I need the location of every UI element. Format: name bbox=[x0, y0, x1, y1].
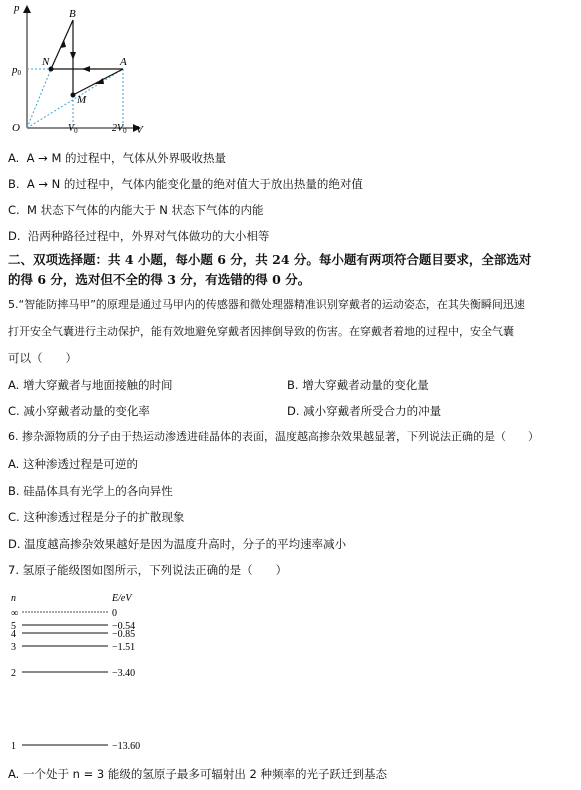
level-n-label: 5 bbox=[11, 621, 16, 632]
n-axis-label: n bbox=[11, 593, 16, 604]
pv-diagram bbox=[0, 0, 150, 140]
q7-stem: 7. 氢原子能级图如图所示，下列说法正确的是（ ） bbox=[8, 563, 288, 577]
level-energy-label: 0 bbox=[112, 608, 117, 619]
option-letter: A. bbox=[8, 151, 20, 165]
level-n-label: ∞ bbox=[11, 608, 19, 619]
level-n-label: 1 bbox=[11, 741, 16, 752]
arrow-a-n bbox=[82, 66, 90, 72]
q4-option-d bbox=[8, 229, 269, 243]
level-n-label: 2 bbox=[11, 668, 16, 679]
level-n-label: 3 bbox=[11, 642, 16, 653]
q6-option-c: C. 这种渗透过程是分子的扩散现象 bbox=[8, 510, 185, 524]
option-text: 沿两种路径过程中，外界对气体做功的大小相等 bbox=[27, 229, 270, 243]
q4-option-b bbox=[8, 177, 363, 191]
levels-group bbox=[11, 608, 140, 752]
q6-option-b: B. 硅晶体具有光学上的各向异性 bbox=[8, 484, 173, 498]
q6-stem: 6. 掺杂源物质的分子由于热运动渗透进硅晶体的表面，温度越高掺杂效果越显著，下列说法正确的是（ ） bbox=[8, 430, 539, 443]
option-text: A → M 的过程中，气体从外界吸收热量 bbox=[26, 151, 227, 165]
level-energy-label: −0.85 bbox=[112, 629, 136, 640]
level-energy-label: −0.54 bbox=[112, 621, 136, 632]
q5-option-b: B. 增大穿戴者动量的变化量 bbox=[287, 378, 429, 392]
energy-axis-label: E/eV bbox=[112, 593, 132, 604]
q5-option-c: C. 减小穿戴者动量的变化率 bbox=[8, 404, 150, 418]
q5-option-d: D. 减小穿戴者所受合力的冲量 bbox=[287, 404, 442, 418]
q7-option-a: A. 一个处于 n = 3 能级的氢原子最多可辐射出 2 种频率的光子跃迁到基态 bbox=[8, 767, 387, 781]
arrow-b-m bbox=[70, 52, 76, 60]
level-energy-label: −3.40 bbox=[112, 668, 136, 679]
v0-label: $V_0$ bbox=[68, 123, 78, 135]
q4-option-a bbox=[8, 151, 226, 165]
arrow-a-m bbox=[95, 78, 104, 84]
option-letter: D. bbox=[8, 229, 21, 243]
q6-option-a: A. 这种渗透过程是可逆的 bbox=[8, 457, 138, 471]
option-text: A → N 的过程中，气体内能变化量的绝对值大于放出热量的绝对值 bbox=[26, 177, 363, 191]
x-axis-label: V bbox=[136, 124, 143, 136]
option-letter: B. bbox=[8, 177, 20, 191]
point-m bbox=[71, 93, 76, 98]
q5-stem-line2: 打开安全气囊进行主动保护，能有效地避免穿戴者因摔倒导致的伤害。在穿戴者着地的过程中，安全气囊 bbox=[8, 325, 514, 338]
label-n: N bbox=[42, 56, 50, 68]
p0-label: p0 bbox=[12, 64, 21, 77]
energy-level-diagram bbox=[0, 590, 200, 760]
label-b: B bbox=[69, 8, 76, 20]
option-letter: C. bbox=[8, 203, 20, 217]
label-a: A bbox=[120, 56, 127, 68]
q6-option-d: D. 温度越高掺杂效果越好是因为温度升高时，分子的平均速率减小 bbox=[8, 537, 347, 551]
dashed-o-to-n bbox=[27, 69, 51, 128]
two-v0-label: $2V_0$ bbox=[112, 123, 127, 135]
level-energy-label: −13.60 bbox=[112, 741, 141, 752]
origin-label: O bbox=[12, 122, 20, 134]
q5-option-a: A. 增大穿戴者与地面接触的时间 bbox=[8, 378, 173, 392]
level-n-label: 4 bbox=[11, 629, 16, 640]
option-text: M 状态下气体的内能大于 N 状态下气体的内能 bbox=[27, 203, 264, 217]
q5-stem-line1: 5.“智能防摔马甲”的原理是通过马甲内的传感器和微处理器精准识别穿戴者的运动姿态，在其失衡瞬间迅速 bbox=[8, 298, 525, 311]
section-heading-line2: 的得 6 分，选对但不全的得 3 分，有选错的得 0 分。 bbox=[8, 272, 311, 287]
label-m: M bbox=[77, 94, 87, 106]
section-heading-line1: 二、双项选择题：共 4 小题，每小题 6 分，共 24 分。每小题有两项符合题目要求，全部选对 bbox=[8, 252, 532, 267]
dashed-o-to-a bbox=[27, 69, 123, 128]
y-axis-label: p bbox=[14, 2, 20, 14]
q5-stem-line3: 可以（ ） bbox=[8, 351, 77, 365]
level-energy-label: −1.51 bbox=[112, 642, 136, 653]
q4-option-c bbox=[8, 203, 264, 217]
